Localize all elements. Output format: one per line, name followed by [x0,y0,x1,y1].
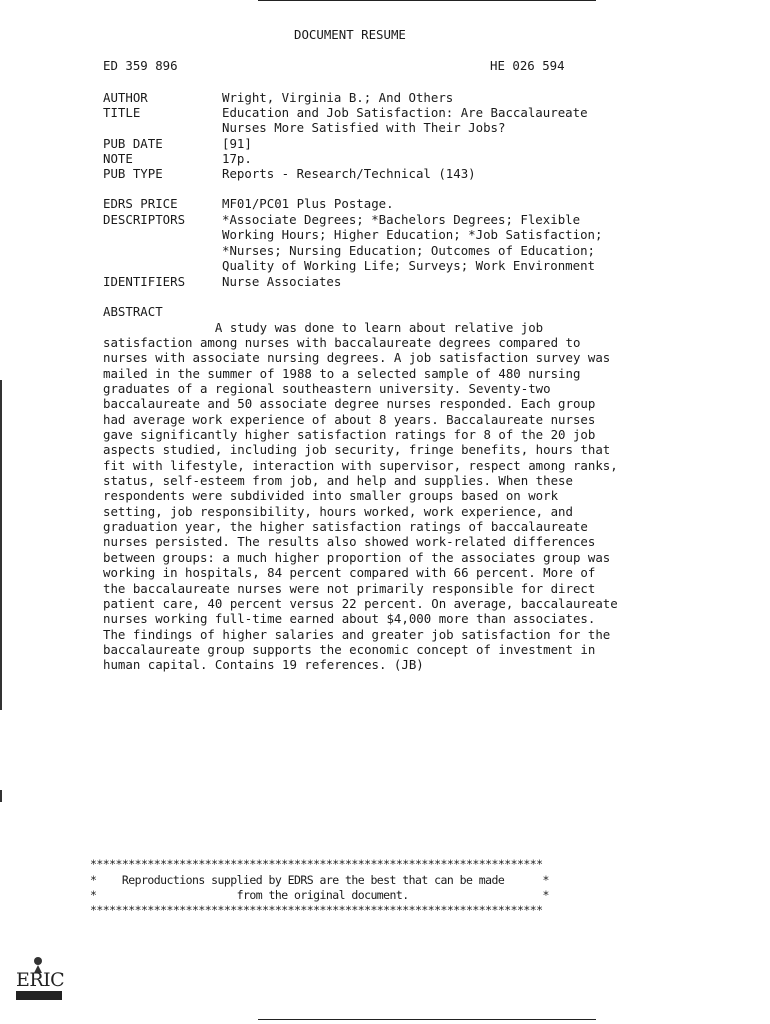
abstract-line: gave significantly higher satisfaction ratings for 8 of the 20 job [103,427,596,442]
field-value: Reports - Research/Technical (143) [222,166,476,181]
abstract-line: between groups: a much higher proportion of the associates group was [103,550,611,565]
notice-line: * from the original document. * [90,888,549,902]
field-value: Wright, Virginia B.; And Others [222,90,454,105]
abstract-heading: ABSTRACT [103,304,163,319]
abstract-line: The findings of higher salaries and greater job satisfaction for the [103,627,611,642]
field-value: Quality of Working Life; Surveys; Work Environment [222,258,595,273]
abstract-line: nurses persisted. The results also showed work-related differences [103,534,596,549]
field-value: Education and Job Satisfaction: Are Baccalaureate [222,105,588,120]
field-label: PUB TYPE [103,166,163,181]
abstract-line: setting, job responsibility, hours worked, work experience, and [103,504,573,519]
notice-line: * Reproductions supplied by EDRS are the best that can be made * [90,873,549,887]
abstract-line: human capital. Contains 19 references. (JB) [103,657,424,672]
field-label: PUB DATE [103,136,163,151]
field-label: TITLE [103,105,141,120]
abstract-line: aspects studied, including job security, fringe benefits, hours that [103,442,611,457]
abstract-line: satisfaction among nurses with baccalaureate degrees compared to [103,335,581,350]
abstract-line: A study was done to learn about relative job [103,320,544,335]
field-label: NOTE [103,151,133,166]
field-value: Nurse Associates [222,274,342,289]
left-edge-mark-lower [0,790,2,802]
ed-number: ED 359 896 [103,58,178,73]
field-value: Working Hours; Higher Education; *Job Satisfaction; [222,227,603,242]
field-value: [91] [222,136,252,151]
abstract-line: baccalaureate and 50 associate degree nurses responded. Each group [103,396,596,411]
abstract-line: respondents were subdivided into smaller groups based on work [103,488,559,503]
abstract-line: baccalaureate group supports the economic concept of investment in [103,642,596,657]
top-rule [258,0,596,1]
field-value: *Associate Degrees; *Bachelors Degrees; Flexible [222,212,581,227]
abstract-line: patient care, 40 percent versus 22 percent. On average, baccalaureate [103,596,618,611]
eric-logo [14,955,66,1003]
field-label: EDRS PRICE [103,196,178,211]
abstract-line: had average work experience of about 8 years. Baccalaureate nurses [103,412,596,427]
abstract-line: status, self-esteem from job, and help and supplies. When these [103,473,573,488]
abstract-line: nurses with associate nursing degrees. A job satisfaction survey was [103,350,611,365]
star-border-top: *********************************************************************** [90,857,543,871]
abstract-line: the baccalaureate nurses were not primarily responsible for direct [103,581,596,596]
bottom-rule [258,1019,596,1020]
page-title: DOCUMENT RESUME [294,27,406,42]
field-value: MF01/PC01 Plus Postage. [222,196,394,211]
star-border-bottom: *********************************************************************** [90,903,543,917]
field-label: DESCRIPTORS [103,212,186,227]
field-label: IDENTIFIERS [103,274,186,289]
field-value: Nurses More Satisfied with Their Jobs? [222,120,506,135]
abstract-line: nurses working full-time earned about $4,000 more than associates. [103,611,596,626]
field-value: *Nurses; Nursing Education; Outcomes of Education; [222,243,595,258]
field-value: 17p. [222,151,252,166]
left-edge-mark [0,380,2,710]
abstract-line: graduates of a regional southeastern university. Seventy-two [103,381,551,396]
he-number: HE 026 594 [490,58,565,73]
field-label: AUTHOR [103,90,148,105]
eric-logo-text: ERIC [16,969,65,991]
abstract-line: graduation year, the higher satisfaction ratings of baccalaureate [103,519,588,534]
abstract-line: working in hospitals, 84 percent compared with 66 percent. More of [103,565,596,580]
abstract-line: fit with lifestyle, interaction with supervisor, respect among ranks, [103,458,618,473]
abstract-line: mailed in the summer of 1988 to a selected sample of 480 nursing [103,366,581,381]
